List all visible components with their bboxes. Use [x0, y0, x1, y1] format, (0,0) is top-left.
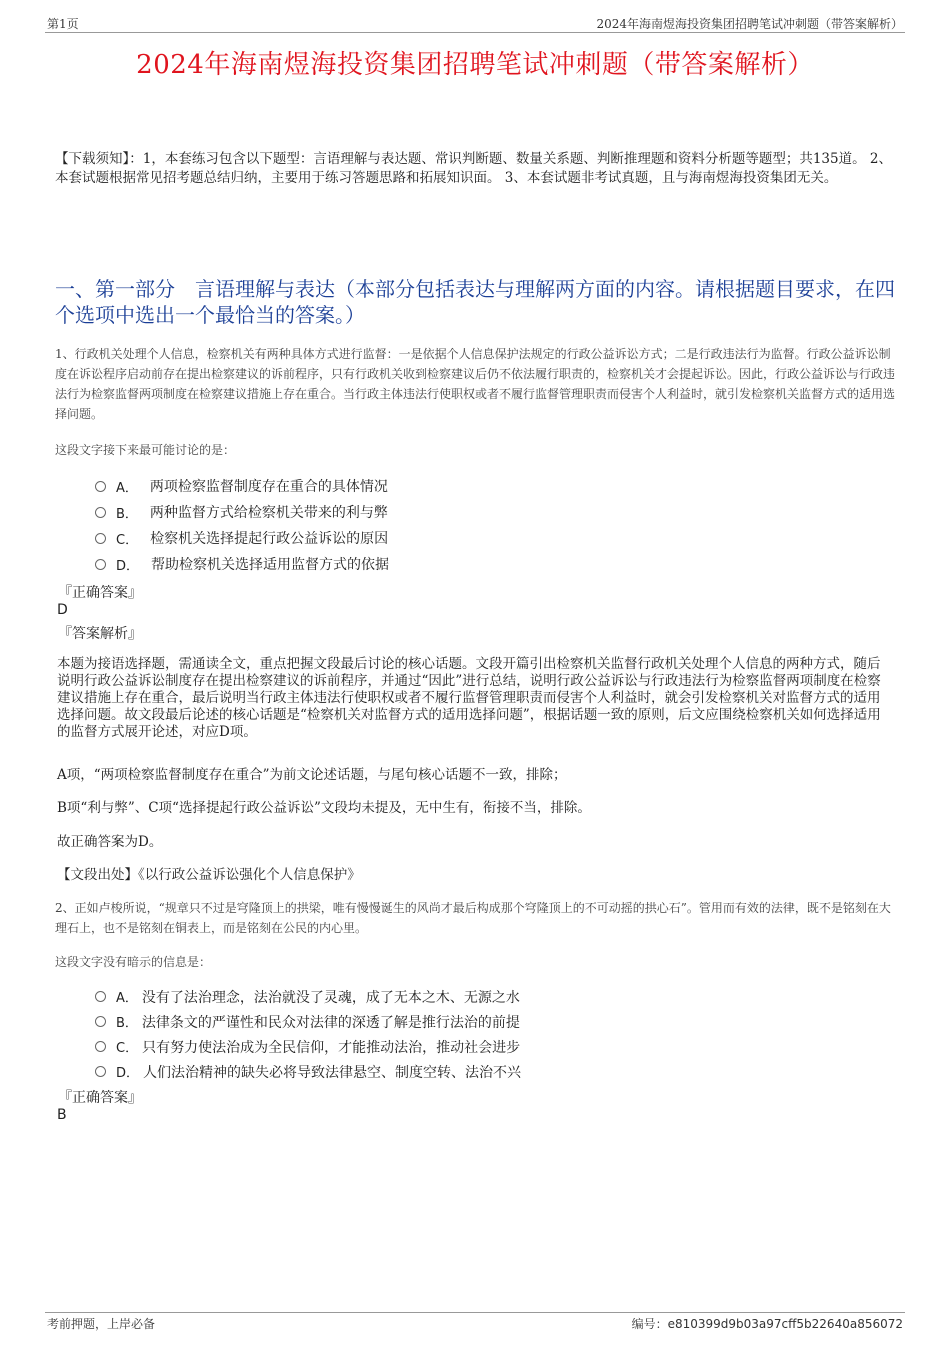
question-2-answer: B	[57, 1107, 67, 1123]
radio-icon[interactable]	[95, 533, 106, 544]
option-letter: B．	[116, 1016, 138, 1031]
option-text: 两种监督方式给检察机关带来的利与弊	[149, 505, 388, 521]
question-2-option-c[interactable]	[95, 1034, 895, 1059]
footer-divider	[45, 1312, 905, 1313]
question-1-analysis-a: A项，“两项检察监督制度存在重合”为前文论述话题，与尾句核心话题不一致，排除；	[57, 767, 567, 783]
radio-icon[interactable]	[95, 507, 106, 518]
footer-code-label: 编号：	[631, 1317, 668, 1331]
question-2-option-d[interactable]	[95, 1059, 895, 1084]
option-text: 人们法治精神的缺失必将导致法律悬空、制度空转、法治不兴	[143, 1064, 522, 1081]
radio-icon[interactable]	[95, 991, 106, 1002]
question-1-option-c[interactable]	[95, 525, 895, 551]
radio-icon[interactable]	[95, 1066, 106, 1077]
question-2-answer-label: 『正确答案』	[58, 1090, 142, 1106]
question-2-prompt: 这段文字没有暗示的信息是：	[55, 955, 212, 969]
running-header-title: 2024年海南煜海投资集团招聘笔试冲刺题（带答案解析）	[596, 17, 903, 31]
radio-icon[interactable]	[95, 481, 106, 492]
footer-code	[632, 1315, 903, 1332]
option-letter: C．	[116, 532, 139, 548]
option-letter: C．	[116, 1041, 139, 1056]
option-letter: D．	[116, 558, 140, 574]
radio-icon[interactable]	[95, 1041, 106, 1052]
footer-code-value: e810399d9b03a97cff5b22640a856072	[667, 1317, 903, 1331]
header-divider	[45, 32, 905, 33]
radio-icon[interactable]	[95, 559, 106, 570]
question-1-analysis-label: 『答案解析』	[58, 626, 142, 642]
question-1-analysis-bc: B项“利与弊”、C项“选择提起行政公益诉讼”文段均未提及，无中生有，衔接不当，排除。	[57, 800, 591, 816]
question-1-analysis: 本题为接语选择题，需通读全文，重点把握文段最后讨论的核心话题。文段开篇引出检察机关监督行政机关处理个人信息的两种方式，随后说明行政公益诉讼制度存在提出检察建议的诉前程序，并通过“因此”进行总结，说明行政公益诉讼与行政违法行为检察监督两项制度在检察建议措施上存在重合，最后说明当行政主体违法行使职权或者不履行监督管理职责而侵害个人利益时，就会引发检察机关对监督方式的适用选择问题。故文段最后论述的核心话题是“检察机关对监督方式的适用选择问题”，根据话题一致的原则，后文应围绕检察机关如何选择适用的监督方式展开论述，对应D项。	[57, 656, 881, 740]
option-text: 没有了法治理念，法治就没了灵魂，成了无本之木、无源之水	[141, 989, 520, 1006]
question-1-prompt: 这段文字接下来最可能讨论的是：	[55, 443, 236, 457]
option-letter: A．	[116, 991, 138, 1006]
question-2-option-a[interactable]	[95, 984, 895, 1009]
question-1-options	[95, 473, 895, 577]
option-letter: B．	[116, 506, 138, 522]
option-text: 两项检察监督制度存在重合的具体情况	[149, 479, 388, 495]
question-1-option-a[interactable]	[95, 473, 895, 499]
download-notice: 【下载须知】：1，本套练习包含以下题型：言语理解与表达题、常识判断题、数量关系题、判断推理题和资料分析题等题型；共135道。 2、本套试题根据常见招考题总结归纳，主要用于练习答题思路和拓展知识面。 3、本套试题非考试真题，且与海南煜海投资集团无关。	[55, 151, 892, 186]
document-title: 2024年海南煜海投资集团招聘笔试冲刺题（带答案解析）	[136, 50, 814, 80]
footer-slogan: 考前押题，上岸必备	[47, 1317, 156, 1331]
option-letter: A．	[116, 480, 138, 496]
question-1-stem: 1、行政机关处理个人信息，检察机关有两种具体方式进行监督：一是依据个人信息保护法规定的行政公益诉讼方式；二是行政违法行为监督。行政公益诉讼制度在诉讼程序启动前存在提出检察建议的诉前程序，只有行政机关收到检察建议后仍不依法履行职责的，检察机关才会提起诉讼。因此，行政公益诉讼与行政违法行为检察监督两项制度在检察建议措施上存在重合。当行政主体违法行使职权或者不履行监督管理职责而侵害个人利益时，就引发检察机关监督方式的适用选择问题。	[55, 347, 896, 421]
option-letter: D．	[116, 1066, 140, 1081]
option-text: 只有努力使法治成为全民信仰，才能推动法治，推动社会进步	[142, 1039, 521, 1056]
question-2-options	[95, 984, 895, 1084]
option-text: 检察机关选择提起行政公益诉讼的原因	[150, 531, 389, 547]
question-1-option-b[interactable]	[95, 499, 895, 525]
question-1-option-d[interactable]	[95, 551, 895, 577]
question-1-answer-label: 『正确答案』	[58, 585, 142, 601]
question-1-source: 【文段出处】《以行政公益诉讼强化个人信息保护》	[57, 867, 361, 883]
question-2-stem: 2、正如卢梭所说，“规章只不过是穹隆顶上的拱梁，唯有慢慢诞生的风尚才最后构成那个穹隆顶上的不可动摇的拱心石”。管用而有效的法律，既不是铭刻在大理石上，也不是铭刻在铜表上，而是铭刻在公民的内心里。	[55, 901, 891, 935]
page-number: 第1页	[47, 17, 79, 31]
section-heading: 一、第一部分 言语理解与表达（本部分包括表达与理解两方面的内容。请根据题目要求，在四个选项中选出一个最恰当的答案。）	[55, 277, 895, 327]
option-text: 法律条文的严谨性和民众对法律的深透了解是推行法治的前提	[141, 1014, 520, 1031]
radio-icon[interactable]	[95, 1016, 106, 1027]
question-1-conclusion: 故正确答案为D。	[57, 834, 163, 850]
option-text: 帮助检察机关选择适用监督方式的依据	[151, 557, 390, 573]
question-1-answer: D	[57, 602, 68, 618]
question-2-option-b[interactable]	[95, 1009, 895, 1034]
